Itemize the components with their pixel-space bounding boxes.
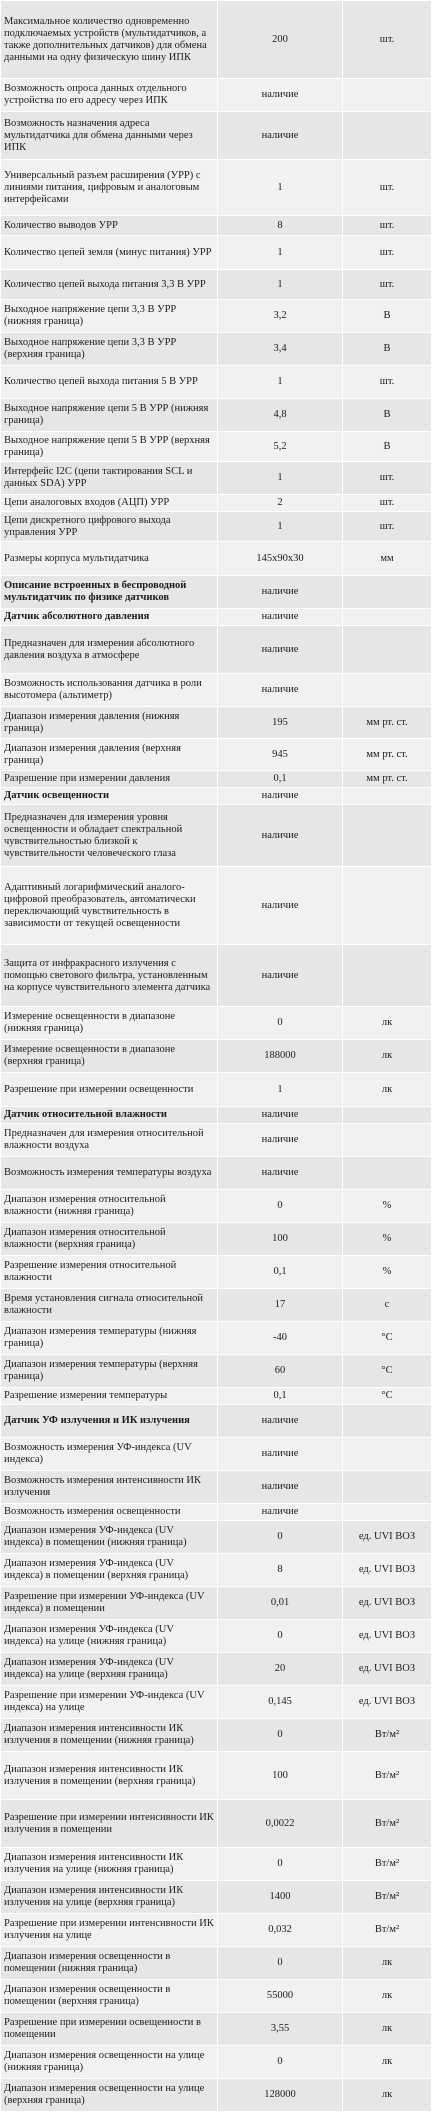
spec-name-cell: Измерение освещенности в диапазоне (нижняя граница) <box>1 1007 218 1040</box>
spec-unit-cell: шт. <box>343 512 432 542</box>
spec-name-cell: Разрешение измерения относительной влажности <box>1 1256 218 1289</box>
spec-value-cell: 3,55 <box>218 2013 343 2046</box>
spec-name-cell: Универсальный разъем расширения (УРР) с линиями питания, цифровым и аналоговым интерфейсами <box>1 160 218 216</box>
table-row <box>1 495 432 512</box>
spec-value-cell: наличие <box>218 1124 343 1157</box>
spec-name-cell: Диапазон измерения УФ-индекса (UV индекса) на улице (нижняя граница) <box>1 1620 218 1653</box>
spec-unit-cell: шт. <box>343 236 432 270</box>
spec-name-cell: Разрешение при измерении интенсивности ИК излучения на улице <box>1 1914 218 1947</box>
table-row <box>1 1504 432 1521</box>
spec-name-cell: Разрешение измерения температуры <box>1 1388 218 1405</box>
spec-unit-cell: °С <box>343 1355 432 1388</box>
spec-unit-cell: с <box>343 1289 432 1322</box>
table-row <box>1 1040 432 1073</box>
spec-value-cell: 0,032 <box>218 1914 343 1947</box>
spec-value-cell: наличие <box>218 1504 343 1521</box>
spec-unit-cell: °С <box>343 1322 432 1355</box>
spec-value-cell: 0 <box>218 1620 343 1653</box>
spec-unit-cell: Вт/м² <box>343 1752 432 1800</box>
table-row <box>1 79 432 112</box>
table-row <box>1 1947 432 1980</box>
table-row <box>1 512 432 542</box>
spec-value-cell: 55000 <box>218 1980 343 2013</box>
spec-unit-cell: ед. UVI ВОЗ <box>343 1620 432 1653</box>
table-row <box>1 609 432 626</box>
table-row <box>1 366 432 399</box>
spec-name-cell: Диапазон измерения относительной влажности (нижняя граница) <box>1 1190 218 1223</box>
spec-name-cell: Датчик УФ излучения и ИК излучения <box>1 1405 218 1438</box>
spec-unit-cell <box>343 1107 432 1124</box>
spec-value-cell: 0 <box>218 1190 343 1223</box>
spec-name-cell: Возможность измерения интенсивности ИК излучения <box>1 1471 218 1504</box>
spec-unit-cell: Вт/м² <box>343 1914 432 1947</box>
spec-name-cell: Возможность опроса данных отдельного устройства по его адресу через ИПК <box>1 79 218 112</box>
spec-unit-cell <box>343 674 432 707</box>
spec-unit-cell: шт. <box>343 462 432 495</box>
table-row <box>1 432 432 462</box>
spec-name-cell: Описание встроенных в беспроводной мультидатчик по физике датчиков <box>1 576 218 609</box>
spec-unit-cell <box>343 867 432 945</box>
spec-name-cell: Диапазон измерения интенсивности ИК излучения в помещении (нижняя граница) <box>1 1719 218 1752</box>
table-row <box>1 867 432 945</box>
spec-unit-cell: Вт/м² <box>343 1881 432 1914</box>
table-row <box>1 270 432 300</box>
table-row <box>1 2013 432 2046</box>
table-row <box>1 1007 432 1040</box>
spec-unit-cell <box>343 112 432 160</box>
spec-unit-cell <box>343 79 432 112</box>
spec-unit-cell <box>343 1471 432 1504</box>
spec-value-cell: 1 <box>218 366 343 399</box>
table-row <box>1 1256 432 1289</box>
spec-value-cell: 17 <box>218 1289 343 1322</box>
table-row <box>1 1355 432 1388</box>
table-row <box>1 1881 432 1914</box>
spec-value-cell: 3,4 <box>218 333 343 366</box>
spec-value-cell: 128000 <box>218 2079 343 2112</box>
table-row <box>1 1190 432 1223</box>
spec-unit-cell: ед. UVI ВОЗ <box>343 1587 432 1620</box>
spec-value-cell: 0,01 <box>218 1587 343 1620</box>
spec-unit-cell: ед. UVI ВОЗ <box>343 1653 432 1686</box>
spec-value-cell: 1400 <box>218 1881 343 1914</box>
spec-name-cell: Диапазон измерения интенсивности ИК излучения на улице (нижняя граница) <box>1 1848 218 1881</box>
spec-unit-cell: мм рт. ст. <box>343 771 432 788</box>
table-row <box>1 462 432 495</box>
spec-value-cell: наличие <box>218 626 343 674</box>
spec-value-cell: наличие <box>218 867 343 945</box>
spec-name-cell: Диапазон измерения освещенности на улице (нижняя граница) <box>1 2046 218 2079</box>
spec-value-cell: 8 <box>218 216 343 236</box>
spec-name-cell: Количество цепей выхода питания 3,3 В УРР <box>1 270 218 300</box>
table-row <box>1 1686 432 1719</box>
spec-unit-cell: мм рт. ст. <box>343 707 432 739</box>
table-row <box>1 399 432 432</box>
table-row <box>1 216 432 236</box>
spec-name-cell: Количество цепей выхода питания 5 В УРР <box>1 366 218 399</box>
spec-unit-cell: °С <box>343 1388 432 1405</box>
spec-unit-cell: В <box>343 432 432 462</box>
table-row <box>1 1980 432 2013</box>
spec-value-cell: 145х90х30 <box>218 542 343 576</box>
table-row <box>1 805 432 867</box>
spec-value-cell: 1 <box>218 512 343 542</box>
spec-name-cell: Диапазон измерения УФ-индекса (UV индекса) в помещении (нижняя граница) <box>1 1521 218 1554</box>
spec-name-cell: Количество выводов УРР <box>1 216 218 236</box>
spec-name-cell: Предназначен для измерения относительной влажности воздуха <box>1 1124 218 1157</box>
spec-value-cell: -40 <box>218 1322 343 1355</box>
spec-name-cell: Возможность измерения освещенности <box>1 1504 218 1521</box>
spec-name-cell: Разрешение при измерении давления <box>1 771 218 788</box>
spec-name-cell: Разрешение при измерении интенсивности ИК излучения в помещении <box>1 1800 218 1848</box>
spec-unit-cell: шт. <box>343 1 432 79</box>
spec-name-cell: Диапазон измерения интенсивности ИК излучения в помещении (верхняя граница) <box>1 1752 218 1800</box>
spec-value-cell: наличие <box>218 79 343 112</box>
spec-value-cell: 0 <box>218 1947 343 1980</box>
spec-unit-cell: Вт/м² <box>343 1848 432 1881</box>
table-row <box>1 1322 432 1355</box>
spec-unit-cell: шт. <box>343 495 432 512</box>
spec-name-cell: Разрешение при измерении освещенности в помещении <box>1 2013 218 2046</box>
table-row <box>1 576 432 609</box>
spec-value-cell: 195 <box>218 707 343 739</box>
spec-name-cell: Разрешение при измерении освещенности <box>1 1073 218 1107</box>
spec-unit-cell <box>343 1405 432 1438</box>
spec-value-cell: наличие <box>218 576 343 609</box>
spec-unit-cell: % <box>343 1190 432 1223</box>
spec-name-cell: Максимальное количество одновременно подключаемых устройств (мультидатчиков, а также дополнительных датчиков) для обмена данными на одну физическую шину ИПК <box>1 1 218 79</box>
spec-value-cell: наличие <box>218 805 343 867</box>
spec-unit-cell: лк <box>343 2013 432 2046</box>
table-row <box>1 1620 432 1653</box>
table-row <box>1 1438 432 1471</box>
spec-value-cell: 1 <box>218 270 343 300</box>
spec-value-cell: 4,8 <box>218 399 343 432</box>
spec-value-cell: наличие <box>218 945 343 1007</box>
spec-value-cell: 2 <box>218 495 343 512</box>
spec-name-cell: Выходное напряжение цепи 3,3 В УРР (верхняя граница) <box>1 333 218 366</box>
table-row <box>1 1107 432 1124</box>
table-row <box>1 1521 432 1554</box>
spec-value-cell: 5,2 <box>218 432 343 462</box>
spec-value-cell: наличие <box>218 112 343 160</box>
spec-unit-cell: лк <box>343 1007 432 1040</box>
spec-value-cell: 100 <box>218 1223 343 1256</box>
table-row <box>1 945 432 1007</box>
spec-unit-cell <box>343 576 432 609</box>
spec-value-cell: 1 <box>218 160 343 216</box>
spec-unit-cell <box>343 1504 432 1521</box>
spec-unit-cell <box>343 609 432 626</box>
spec-unit-cell: мм рт. ст. <box>343 739 432 771</box>
table-row <box>1 300 432 333</box>
table-row <box>1 626 432 674</box>
spec-unit-cell: ед. UVI ВОЗ <box>343 1686 432 1719</box>
table-row <box>1 112 432 160</box>
spec-value-cell: наличие <box>218 1438 343 1471</box>
spec-unit-cell: мм <box>343 542 432 576</box>
spec-value-cell: 0 <box>218 1848 343 1881</box>
spec-value-cell: 0,0022 <box>218 1800 343 1848</box>
spec-value-cell: наличие <box>218 1107 343 1124</box>
spec-value-cell: 945 <box>218 739 343 771</box>
spec-name-cell: Диапазон измерения температуры (верхняя граница) <box>1 1355 218 1388</box>
spec-name-cell: Выходное напряжение цепи 3,3 В УРР (нижняя граница) <box>1 300 218 333</box>
spec-name-cell: Количество цепей земля (минус питания) УРР <box>1 236 218 270</box>
spec-unit-cell <box>343 1157 432 1190</box>
spec-value-cell: 200 <box>218 1 343 79</box>
spec-name-cell: Измерение освещенности в диапазоне (верхняя граница) <box>1 1040 218 1073</box>
spec-name-cell: Диапазон измерения температуры (нижняя граница) <box>1 1322 218 1355</box>
spec-unit-cell <box>343 945 432 1007</box>
spec-unit-cell <box>343 626 432 674</box>
spec-unit-cell <box>343 788 432 805</box>
table-row <box>1 1 432 79</box>
spec-name-cell: Возможность измерения УФ-индекса (UV индекса) <box>1 1438 218 1471</box>
table-row <box>1 160 432 216</box>
spec-unit-cell: шт. <box>343 216 432 236</box>
spec-value-cell: 188000 <box>218 1040 343 1073</box>
spec-unit-cell: шт. <box>343 270 432 300</box>
table-row <box>1 1124 432 1157</box>
spec-unit-cell: ед. UVI ВОЗ <box>343 1554 432 1587</box>
spec-name-cell: Диапазон измерения давления (верхняя граница) <box>1 739 218 771</box>
spec-unit-cell <box>343 1438 432 1471</box>
table-row <box>1 1073 432 1107</box>
table-row <box>1 1587 432 1620</box>
spec-name-cell: Диапазон измерения относительной влажности (верхняя граница) <box>1 1223 218 1256</box>
table-row <box>1 1914 432 1947</box>
spec-name-cell: Датчик абсолютного давления <box>1 609 218 626</box>
spec-value-cell: 0 <box>218 1521 343 1554</box>
spec-unit-cell: В <box>343 399 432 432</box>
spec-name-cell: Цепи аналоговых входов (АЦП) УРР <box>1 495 218 512</box>
table-row <box>1 788 432 805</box>
table-row <box>1 1800 432 1848</box>
spec-name-cell: Датчик относительной влажности <box>1 1107 218 1124</box>
spec-name-cell: Возможность измерения температуры воздуха <box>1 1157 218 1190</box>
table-row <box>1 1554 432 1587</box>
table-row <box>1 2046 432 2079</box>
table-row <box>1 1157 432 1190</box>
spec-value-cell: 8 <box>218 1554 343 1587</box>
spec-name-cell: Выходное напряжение цепи 5 В УРР (верхняя граница) <box>1 432 218 462</box>
spec-name-cell: Диапазон измерения УФ-индекса (UV индекса) в помещении (верхняя граница) <box>1 1554 218 1587</box>
spec-name-cell: Цепи дискретного цифрового выхода управления УРР <box>1 512 218 542</box>
spec-name-cell: Адаптивный логарифмический аналого-цифровой преобразователь, автоматически переключающий чувствительность в зависимости от текущей освещенности <box>1 867 218 945</box>
spec-name-cell: Выходное напряжение цепи 5 В УРР (нижняя граница) <box>1 399 218 432</box>
spec-name-cell: Диапазон измерения интенсивности ИК излучения на улице (верхняя граница) <box>1 1881 218 1914</box>
table-row <box>1 1848 432 1881</box>
spec-value-cell: 0,1 <box>218 1256 343 1289</box>
table-row <box>1 1719 432 1752</box>
table-row <box>1 1405 432 1438</box>
spec-unit-cell: шт. <box>343 160 432 216</box>
spec-name-cell: Интерфейс I2C (цепи тактирования SCL и данных SDA) УРР <box>1 462 218 495</box>
spec-unit-cell: шт. <box>343 366 432 399</box>
table-row <box>1 236 432 270</box>
spec-value-cell: 1 <box>218 236 343 270</box>
spec-name-cell: Время установления сигнала относительной влажности <box>1 1289 218 1322</box>
spec-unit-cell: лк <box>343 1980 432 2013</box>
spec-name-cell: Размеры корпуса мультидатчика <box>1 542 218 576</box>
spec-value-cell: 3,2 <box>218 300 343 333</box>
spec-value-cell: 1 <box>218 462 343 495</box>
table-row <box>1 674 432 707</box>
spec-unit-cell: лк <box>343 1073 432 1107</box>
spec-unit-cell: лк <box>343 1040 432 1073</box>
spec-value-cell: 1 <box>218 1073 343 1107</box>
table-row <box>1 1653 432 1686</box>
table-row <box>1 542 432 576</box>
spec-value-cell: 20 <box>218 1653 343 1686</box>
spec-value-cell: 0,1 <box>218 771 343 788</box>
table-row <box>1 333 432 366</box>
spec-value-cell: 0 <box>218 1719 343 1752</box>
spec-value-cell: наличие <box>218 609 343 626</box>
spec-unit-cell: лк <box>343 2046 432 2079</box>
spec-value-cell: наличие <box>218 674 343 707</box>
spec-name-cell: Предназначен для измерения абсолютного давления воздуха в атмосфере <box>1 626 218 674</box>
table-row <box>1 771 432 788</box>
spec-value-cell: наличие <box>218 1405 343 1438</box>
table-row <box>1 2079 432 2112</box>
spec-unit-cell <box>343 1124 432 1157</box>
spec-unit-cell: лк <box>343 2079 432 2112</box>
table-row <box>1 707 432 739</box>
specifications-table-body <box>1 1 432 2112</box>
spec-unit-cell: лк <box>343 1947 432 1980</box>
table-row <box>1 1752 432 1800</box>
spec-unit-cell: % <box>343 1256 432 1289</box>
spec-name-cell: Возможность использования датчика в роли высотомера (альтиметр) <box>1 674 218 707</box>
spec-value-cell: 60 <box>218 1355 343 1388</box>
spec-name-cell: Предназначен для измерения уровня освещенности и обладает спектральной чувствительностью близкой к чувствительности человеческого глаза <box>1 805 218 867</box>
spec-name-cell: Возможность назначения адреса мультидатчика для обмена данными через ИПК <box>1 112 218 160</box>
table-row <box>1 1289 432 1322</box>
spec-name-cell: Диапазон измерения УФ-индекса (UV индекса) на улице (верхняя граница) <box>1 1653 218 1686</box>
spec-unit-cell <box>343 805 432 867</box>
spec-value-cell: наличие <box>218 1471 343 1504</box>
spec-unit-cell: В <box>343 333 432 366</box>
spec-value-cell: 0,1 <box>218 1388 343 1405</box>
spec-name-cell: Диапазон измерения освещенности на улице (верхняя граница) <box>1 2079 218 2112</box>
spec-name-cell: Разрешение при измерении УФ-индекса (UV индекса) в помещении <box>1 1587 218 1620</box>
spec-value-cell: наличие <box>218 788 343 805</box>
spec-name-cell: Датчик освещенности <box>1 788 218 805</box>
spec-value-cell: 0 <box>218 1007 343 1040</box>
spec-value-cell: 0 <box>218 2046 343 2079</box>
table-row <box>1 1471 432 1504</box>
spec-value-cell: 0,145 <box>218 1686 343 1719</box>
spec-name-cell: Диапазон измерения освещенности в помещении (нижняя граница) <box>1 1947 218 1980</box>
spec-unit-cell: Вт/м² <box>343 1800 432 1848</box>
spec-name-cell: Диапазон измерения давления (нижняя граница) <box>1 707 218 739</box>
table-row <box>1 1388 432 1405</box>
spec-name-cell: Разрешение при измерении УФ-индекса (UV индекса) на улице <box>1 1686 218 1719</box>
spec-unit-cell: % <box>343 1223 432 1256</box>
spec-name-cell: Защита от инфракрасного излучения с помощью светового фильтра, установленным на корпусе чувствительного элемента датчика <box>1 945 218 1007</box>
spec-unit-cell: ед. UVI ВОЗ <box>343 1521 432 1554</box>
spec-unit-cell: В <box>343 300 432 333</box>
spec-value-cell: наличие <box>218 1157 343 1190</box>
spec-value-cell: 100 <box>218 1752 343 1800</box>
table-row <box>1 739 432 771</box>
spec-name-cell: Диапазон измерения освещенности в помещении (верхняя граница) <box>1 1980 218 2013</box>
table-row <box>1 1223 432 1256</box>
spec-unit-cell: Вт/м² <box>343 1719 432 1752</box>
